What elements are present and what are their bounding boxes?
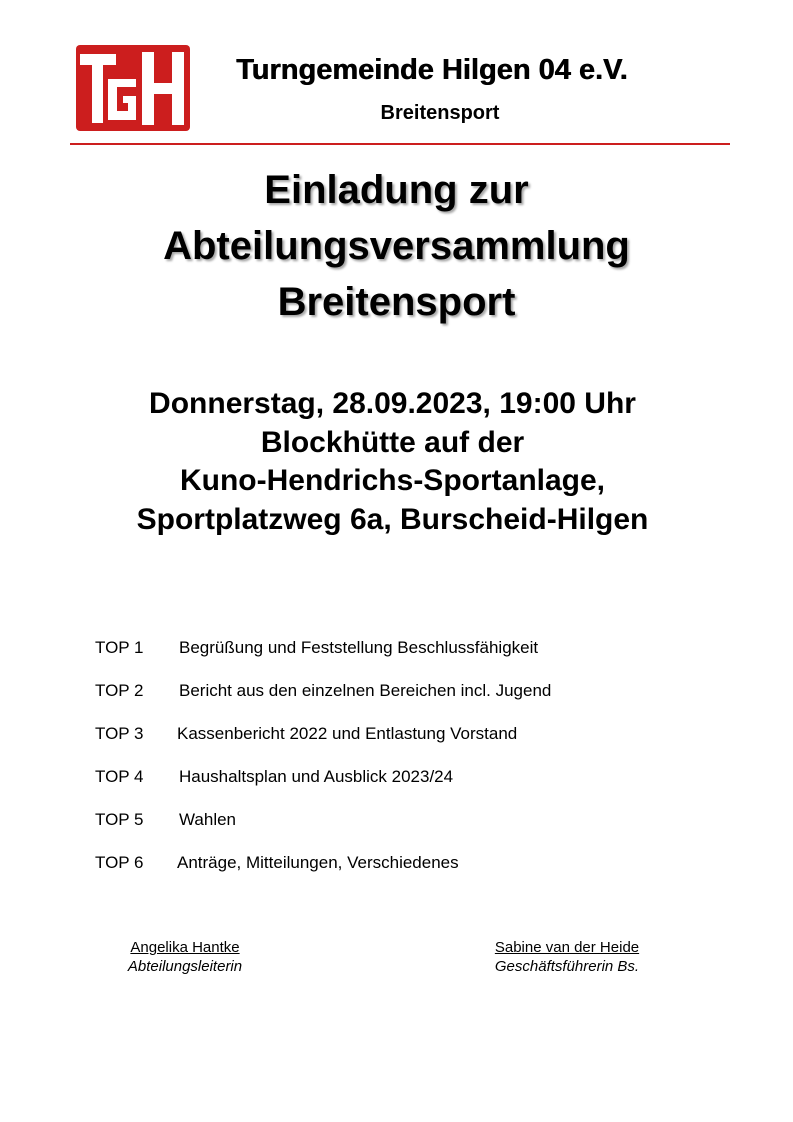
title-line: Einladung zur — [264, 168, 529, 212]
agenda-text: Anträge, Mitteilungen, Verschiedenes — [177, 853, 459, 872]
agenda-number: TOP 4 — [95, 767, 144, 786]
header-divider — [70, 143, 730, 145]
meeting-venue: Kuno-Hendrichs-Sportanlage, — [179, 464, 606, 497]
agenda-item — [95, 680, 735, 723]
meeting-date-time: Donnerstag, 28.09.2023, 19:00 Uhr — [149, 387, 636, 420]
signature-right — [477, 938, 657, 976]
signatory-name: Sabine van der Heide — [494, 939, 640, 956]
agenda-number: TOP 2 — [95, 681, 144, 700]
agenda-item — [95, 809, 735, 852]
agenda-text: Wahlen — [179, 810, 237, 829]
agenda-text: Bericht aus den einzelnen Bereichen incl. Jugend — [179, 681, 552, 700]
agenda-item — [95, 766, 735, 809]
agenda-text: Haushaltsplan und Ausblick 2023/24 — [179, 767, 454, 786]
agenda-list — [95, 637, 735, 895]
agenda-text: Kassenbericht 2022 und Entlastung Vorstand — [177, 724, 518, 743]
signatory-name: Angelika Hantke — [130, 939, 240, 956]
invitation-title — [0, 162, 793, 330]
agenda-item — [95, 723, 735, 766]
signature-left — [100, 938, 270, 976]
title-line: Abteilungsversammlung — [163, 224, 630, 268]
meeting-location: Blockhütte auf der — [260, 425, 525, 459]
department-name: Breitensport — [380, 102, 500, 124]
agenda-item — [95, 852, 735, 895]
agenda-item — [95, 637, 735, 680]
signatory-role: Abteilungsleiterin — [127, 958, 243, 975]
title-line: Breitensport — [277, 280, 516, 324]
agenda-number: TOP 3 — [95, 724, 144, 743]
tgh-logo — [76, 45, 190, 131]
meeting-address: Sportplatzweg 6a, Burscheid-Hilgen — [136, 502, 649, 536]
organization-name: Turngemeinde Hilgen 04 e.V. — [236, 54, 628, 86]
meeting-details — [0, 385, 785, 539]
agenda-text: Begrüßung und Feststellung Beschlussfähigkeit — [179, 638, 539, 657]
agenda-number: TOP 5 — [95, 810, 144, 829]
signatory-role: Geschäftsführerin Bs. — [494, 958, 640, 975]
agenda-number: TOP 1 — [95, 638, 144, 657]
agenda-number: TOP 6 — [95, 853, 144, 872]
